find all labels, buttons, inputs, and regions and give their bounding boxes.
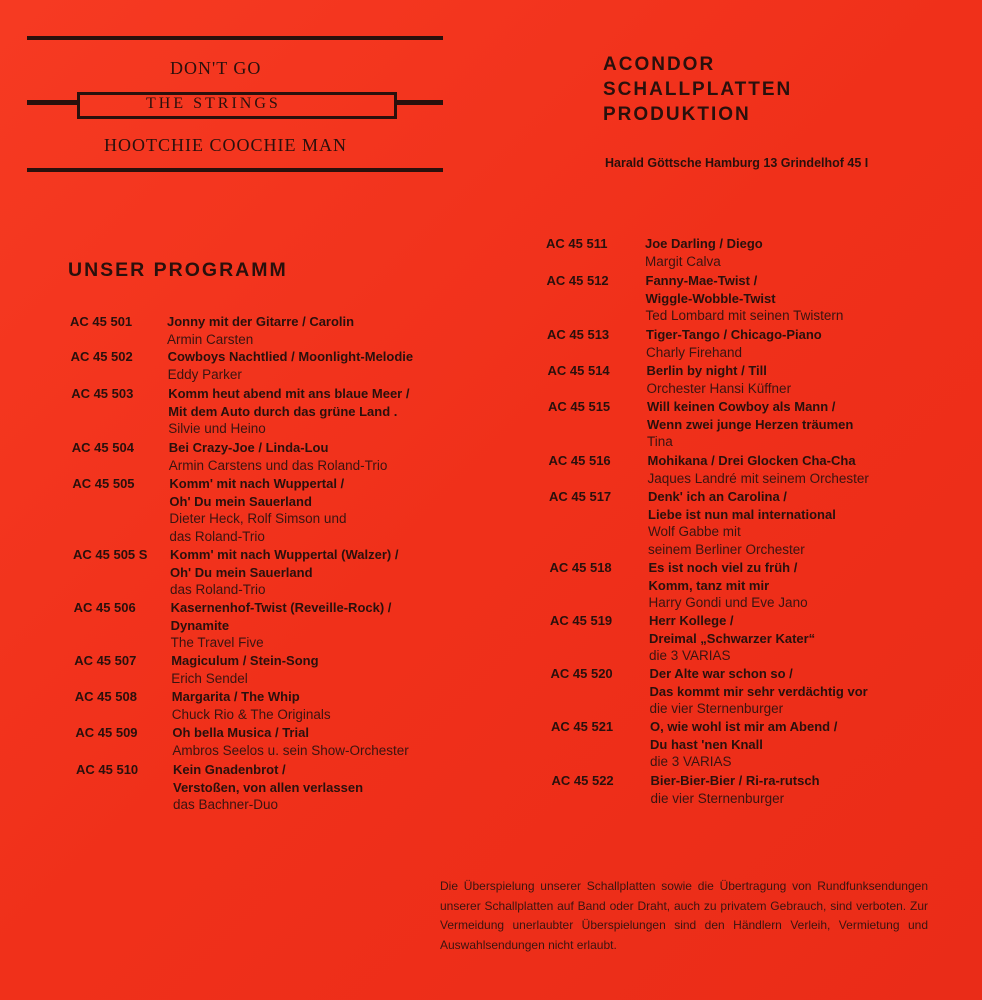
catalog-number: AC 45 510	[76, 762, 139, 777]
song-title: Bei Crazy-Joe / Linda-Lou	[168, 440, 329, 455]
performer: Chuck Rio & The Originals	[171, 706, 331, 722]
performer: Eddy Parker	[167, 366, 242, 382]
song-title: Verstoßen, von allen verlassen	[173, 779, 364, 795]
song-title: Dynamite	[170, 617, 230, 633]
song-title: O, wie wohl ist mir am Abend /	[650, 719, 838, 734]
performer: das Roland-Trio	[170, 582, 266, 597]
catalog-number: AC 45 503	[71, 386, 134, 401]
song-title: Komm heut abend mit ans blaue Meer /	[168, 386, 410, 401]
top-rule	[27, 36, 443, 40]
catalog-number: AC 45 511	[546, 236, 608, 251]
song-title: Komm' mit nach Wuppertal /	[169, 476, 345, 491]
performer: Ambros Seelos u. sein Show-Orchester	[172, 742, 409, 758]
catalog-number: AC 45 520	[550, 666, 613, 681]
performer: seinem Berliner Orchester	[648, 541, 805, 557]
song-title: Berlin by night / Till	[646, 363, 767, 378]
catalog-number: AC 45 515	[548, 399, 611, 414]
catalog-number: AC 45 517	[549, 489, 612, 504]
performer: Armin Carsten	[167, 331, 254, 347]
catalog-number: AC 45 522	[551, 773, 614, 788]
performer: Margit Calva	[645, 253, 721, 269]
performer: Charly Firehand	[646, 344, 743, 360]
song-title: Tiger-Tango / Chicago-Piano	[646, 327, 822, 342]
song-title: Wiggle-Wobble-Twist	[645, 290, 776, 306]
catalog-number: AC 45 505 S	[73, 547, 148, 562]
catalog-number: AC 45 509	[75, 725, 138, 740]
performer: Ted Lombard mit seinen Twistern	[645, 308, 844, 323]
catalog-number: AC 45 514	[547, 363, 610, 378]
copyright-notice: Die Überspielung unserer Schallplatten sowie die Übertragung von Rundfunksendungen unserer Schallplatten auf Band oder Draht, auch zu privatem Gebrauch, sind verboten. Zur Vermeidung unerlaubter Überspielungen sind den Händlern Verleih, Vermietung und Auswahlsendungen nicht erlaubt.	[440, 879, 928, 952]
song-title: Kasernenhof-Twist (Reveille-Rock) /	[170, 600, 392, 615]
song-title: Fanny-Mae-Twist /	[645, 273, 758, 288]
performer: Dieter Heck, Rolf Simson und	[169, 511, 347, 526]
song-title: Magiculum / Stein-Song	[171, 653, 319, 668]
performer: Silvie und Heino	[168, 421, 266, 436]
performer: Wolf Gabbe mit	[648, 524, 741, 539]
catalog-number: AC 45 513	[547, 327, 610, 342]
company-address: Harald Göttsche Hamburg 13 Grindelhof 45 I	[605, 156, 869, 170]
song-title: Margarita / The Whip	[171, 689, 300, 704]
song-title: Komm, tanz mit mir	[648, 577, 770, 593]
bottom-rule	[27, 168, 443, 172]
right-bar	[397, 100, 443, 105]
song-title: Du hast 'nen Knall	[650, 736, 763, 752]
performer: das Roland-Trio	[169, 528, 265, 544]
performer: Tina	[647, 434, 673, 449]
performer: Armin Carstens und das Roland-Trio	[168, 457, 388, 473]
song-title: Es ist noch viel zu früh /	[648, 560, 798, 575]
performer: Harry Gondi und Eve Jano	[648, 595, 808, 610]
performer: die vier Sternenburger	[650, 790, 785, 806]
catalog-number: AC 45 507	[74, 653, 137, 668]
catalog-number: AC 45 521	[551, 719, 614, 734]
catalog-number: AC 45 516	[548, 453, 611, 468]
song-b-title: HOOTCHIE COOCHIE MAN	[104, 135, 347, 155]
song-title: Oh' Du mein Sauerland	[170, 564, 313, 580]
company-name	[603, 52, 792, 127]
performer: die 3 VARIAS	[650, 754, 732, 769]
catalog-number: AC 45 508	[74, 689, 137, 704]
song-title: Das kommt mir sehr verdächtig vor	[649, 683, 868, 699]
left-bar	[27, 100, 77, 105]
catalog-number: AC 45 506	[73, 600, 136, 615]
song-title: Dreimal „Schwarzer Kater“	[649, 630, 816, 646]
performer: das Bachner-Duo	[173, 797, 279, 812]
catalog-number: AC 45 519	[550, 613, 613, 628]
performer: Orchester Hansi Küffner	[646, 380, 792, 396]
performer: Erich Sendel	[171, 670, 248, 686]
catalog-number: AC 45 518	[549, 560, 612, 575]
song-title: Will keinen Cowboy als Mann /	[647, 399, 836, 414]
artist-name: THE STRINGS	[146, 95, 281, 112]
company-line: PRODUKTION	[603, 104, 751, 125]
catalog-number: AC 45 501	[70, 314, 133, 329]
performer: die 3 VARIAS	[649, 648, 731, 663]
song-title: Bier-Bier-Bier / Ri-ra-rutsch	[650, 773, 820, 788]
company-line: ACONDOR	[603, 54, 716, 75]
catalog-number: AC 45 504	[71, 440, 134, 455]
program-heading: UNSER PROGRAMM	[68, 259, 288, 281]
song-a-title: DON'T GO	[170, 58, 262, 78]
song-title: Herr Kollege /	[649, 613, 734, 628]
catalog-number: AC 45 502	[70, 349, 133, 364]
song-title: Denk' ich an Carolina /	[648, 489, 787, 504]
performer: die vier Sternenburger	[649, 701, 784, 716]
song-title: Komm' mit nach Wuppertal (Walzer) /	[170, 547, 399, 562]
song-title: Der Alte war schon so /	[649, 666, 793, 681]
song-title: Oh' Du mein Sauerland	[169, 493, 312, 509]
song-title: Cowboys Nachtlied / Moonlight-Melodie	[167, 349, 414, 364]
company-line: SCHALLPLATTEN	[603, 79, 793, 100]
song-title: Mit dem Auto durch das grüne Land .	[168, 403, 398, 419]
song-title: Mohikana / Drei Glocken Cha-Cha	[647, 453, 856, 468]
catalog-number: AC 45 512	[546, 273, 609, 288]
song-title: Wenn zwei junge Herzen träumen	[647, 416, 854, 432]
song-title: Joe Darling / Diego	[645, 236, 763, 251]
catalog-number: AC 45 505	[72, 476, 135, 491]
song-title: Oh bella Musica / Trial	[172, 725, 309, 740]
song-title: Liebe ist nun mal international	[648, 506, 836, 522]
song-title: Jonny mit der Gitarre / Carolin	[167, 314, 355, 329]
song-title: Kein Gnadenbrot /	[173, 762, 286, 777]
performer: The Travel Five	[170, 635, 264, 650]
performer: Jaques Landré mit seinem Orchester	[647, 470, 869, 486]
